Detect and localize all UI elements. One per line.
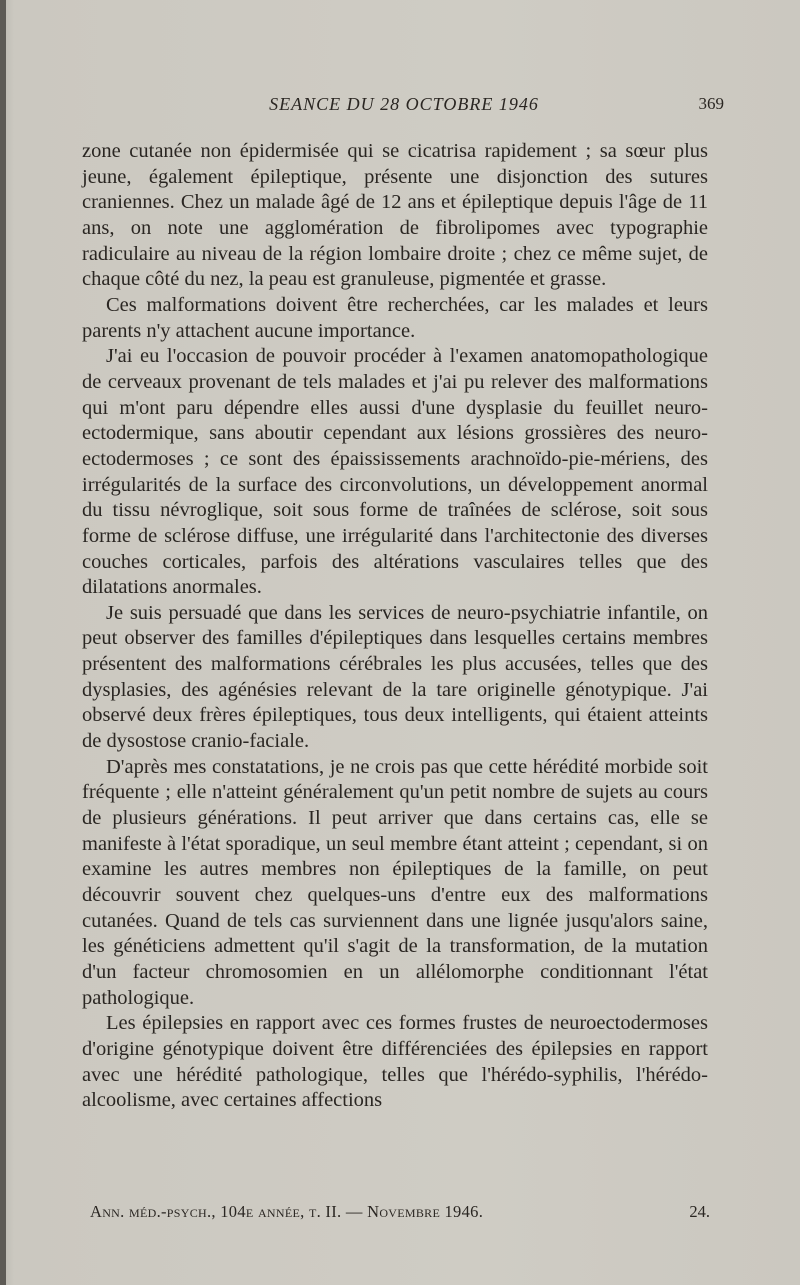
page-number: 369 — [698, 94, 724, 113]
running-title: SEANCE DU 28 OCTOBRE 1946 — [269, 94, 539, 114]
binding-edge — [0, 0, 6, 1285]
page-header — [84, 94, 724, 122]
paragraph: Ces malformations doivent être recherchées, car les malades et leurs parents n'y attachent aucune importance. — [82, 293, 708, 342]
body-text — [82, 139, 708, 1114]
paragraph: zone cutanée non épidermisée qui se cicatrisa rapidement ; sa sœur plus jeune, également épileptique, présente une disjonction des sutures craniennes. Chez un malade âgé de 12 ans et épileptique depuis l'âge de 11 ans, on note une agglomération de fibrolipomes avec typographie radiculaire au niveau de la région lombaire droite ; chez ce même sujet, de chaque côté du nez, la peau est granuleuse, pigmentée et grasse. — [82, 140, 708, 291]
page-footer — [90, 1202, 710, 1226]
journal-reference: Ann. méd.-psych., 104e année, t. II. — Novembre 1946. — [90, 1202, 484, 1221]
paragraph: D'après mes constatations, je ne crois pas que cette hérédité morbide soit fréquente ; elle n'atteint généralement qu'un petit nombre de sujets au cours de plusieurs générations. Il peut arriver que dans certains cas, elle se manifeste à l'état sporadique, un seul membre étant atteint ; cependant, si on examine les autres membres non épileptiques de la famille, on peut découvrir souvent chez quelques-uns d'entre eux des malformations cutanées. Quand de tels cas surviennent dans une lignée jusqu'alors saine, les généticiens admettent qu'il s'agit de la transformation, de la mutation d'un facteur chromosomien en un allélomorphe conditionnant l'état pathologique. — [82, 755, 708, 1009]
signature-mark: 24. — [689, 1202, 710, 1221]
paragraph: J'ai eu l'occasion de pouvoir procéder à l'examen anatomopathologique de cerveaux provenant de tels malades et j'ai pu relever des malformations qui m'ont paru dépendre elles aussi d'une dysplasie du feuillet neuro-ectodermique, sans aboutir cependant aux lésions grossières des neuro-ectodermoses ; ce sont des épaississements arachnoïdo-pie-mériens, des irrégularités de la surface des circonvolutions, un développement anormal du tissu névroglique, soit sous forme de traînées de sclérose, soit sous forme de sclérose diffuse, une irrégularité dans l'architectonie des diverses couches corticales, parfois des altérations vasculaires telles que des dilatations anormales. — [82, 345, 708, 599]
paragraph: Les épilepsies en rapport avec ces formes frustes de neuroectodermoses d'origine génotypique doivent être différenciées des épilepsies en rapport avec une hérédité pathologique, telles que l'hérédo-syphilis, l'hérédo-alcoolisme, avec certaines affections — [82, 1012, 708, 1112]
paragraph: Je suis persuadé que dans les services de neuro-psychiatrie infantile, on peut observer des familles d'épileptiques dans lesquelles certains membres présentent des malformations cérébrales les plus accusées, telles que des dysplasies, des agénésies relevant de la tare originelle génotypique. J'ai observé deux frères épileptiques, tous deux intelligents, qui étaient atteints de dysostose cranio-faciale. — [82, 601, 708, 753]
